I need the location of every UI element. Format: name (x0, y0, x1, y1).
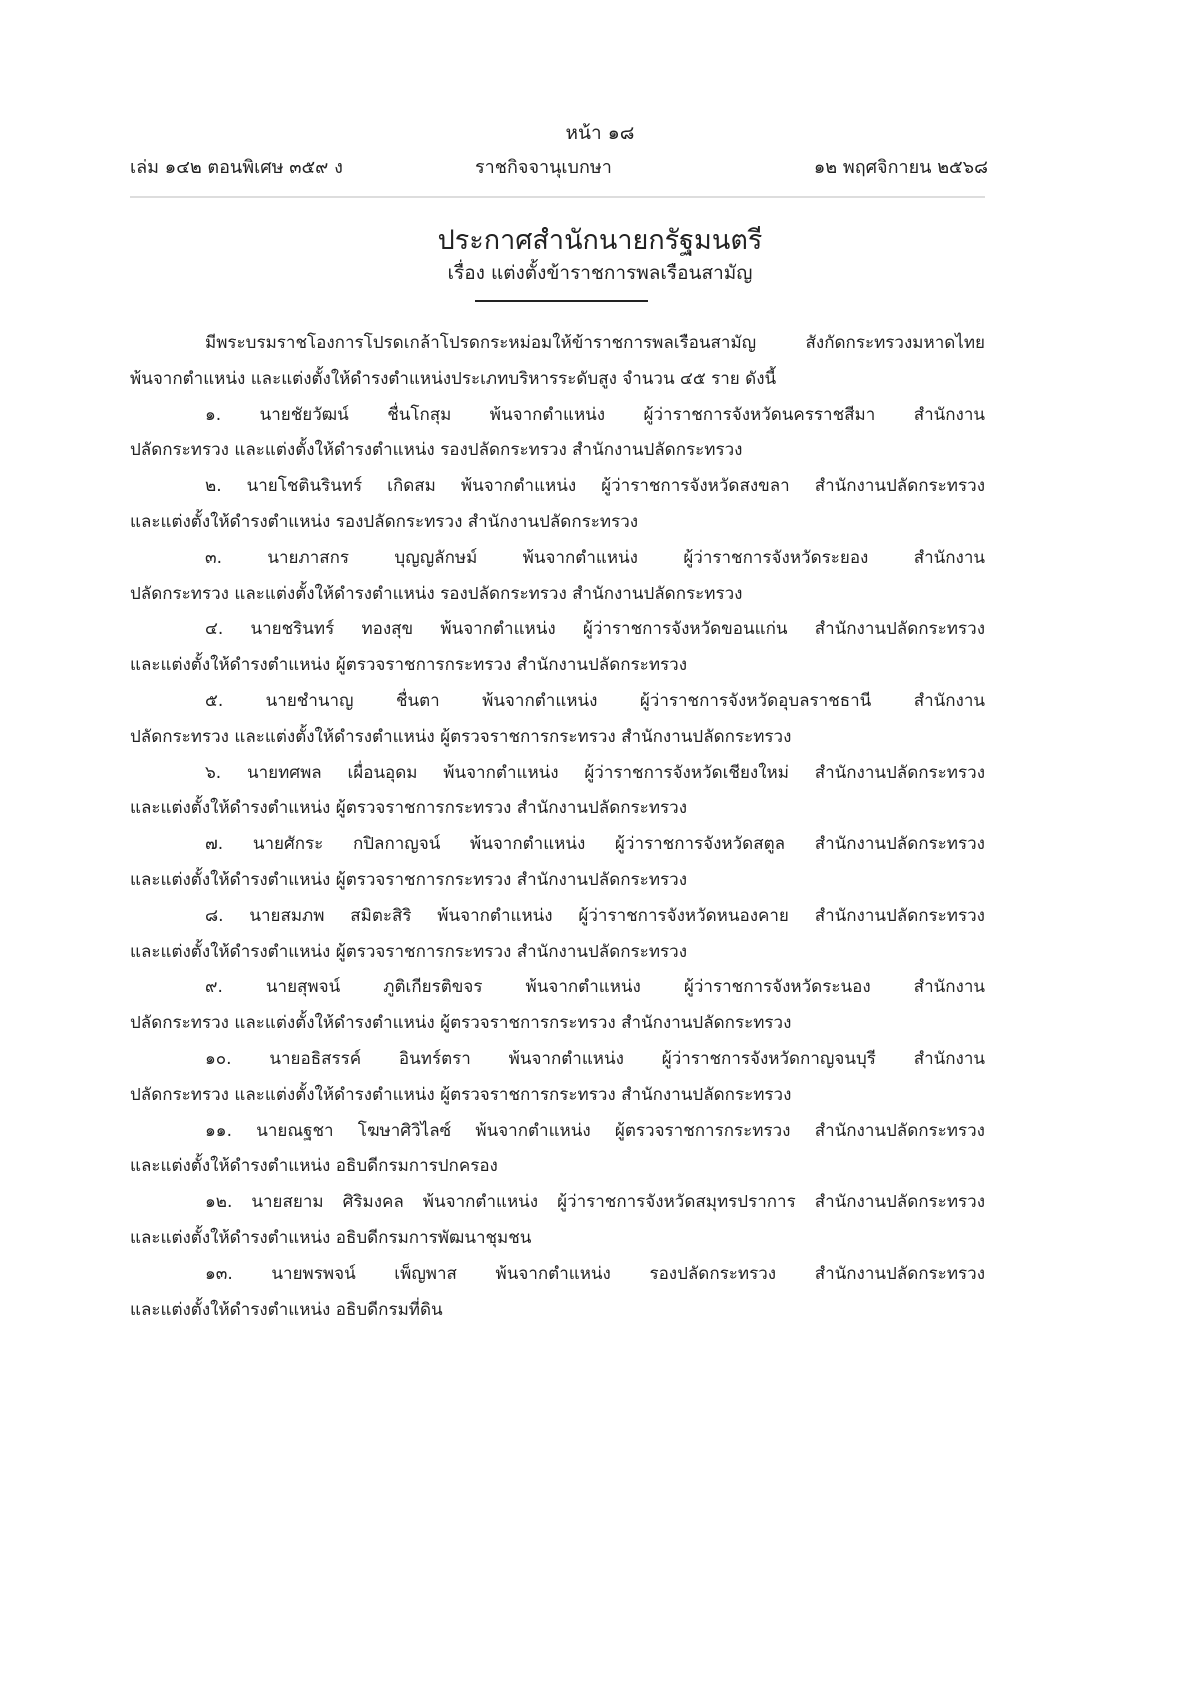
appointment-item-continuation: และแต่งตั้งให้ดำรงตำแหน่ง อธิบดีกรมที่ดิน (130, 1299, 443, 1320)
appointment-item-line: ๑๐. นายอธิสรรค์ อินทร์ตรา พ้นจากตำแหน่ง ผู้ว่าราชการจังหวัดกาญจนบุรี สำนักงาน (205, 1048, 985, 1069)
appointment-item-line: ๑๑. นายณฐชา โฆษาศิวิไลซ์ พ้นจากตำแหน่ง ผู้ตรวจราชการกระทรวง สำนักงานปลัดกระทรวง (205, 1120, 985, 1141)
appointment-item-line: ๘. นายสมภพ สมิตะสิริ พ้นจากตำแหน่ง ผู้ว่าราชการจังหวัดหนองคาย สำนักงานปลัดกระทรวง (205, 905, 985, 926)
intro-line: มีพระบรมราชโองการโปรดเกล้าโปรดกระหม่อมให้ข้าราชการพลเรือนสามัญ สังกัดกระทรวงมหาดไทย (205, 333, 985, 353)
appointment-item-line: ๑๓. นายพรพจน์ เพ็ญพาส พ้นจากตำแหน่ง รองปลัดกระทรวง สำนักงานปลัดกระทรวง (205, 1263, 985, 1284)
appointment-item-line: ๑๒. นายสยาม ศิริมงคล พ้นจากตำแหน่ง ผู้ว่าราชการจังหวัดสมุทรปราการ สำนักงานปลัดกระทรวง (205, 1192, 985, 1213)
appointment-item-continuation: และแต่งตั้งให้ดำรงตำแหน่ง ผู้ตรวจราชการกระทรวง สำนักงานปลัดกระทรวง (130, 655, 687, 676)
title-divider (475, 300, 648, 302)
intro-line: พ้นจากตำแหน่ง และแต่งตั้งให้ดำรงตำแหน่งประเภทบริหารระดับสูง จำนวน ๔๕ ราย ดังนี้ (130, 368, 777, 389)
page-number: หน้า ๑๘ (565, 122, 635, 144)
appointment-item-continuation: และแต่งตั้งให้ดำรงตำแหน่ง ผู้ตรวจราชการกระทรวง สำนักงานปลัดกระทรวง (130, 869, 687, 890)
announcement-subject: เรื่อง แต่งตั้งข้าราชการพลเรือนสามัญ (447, 262, 753, 284)
appointment-item-line: ๖. นายทศพล เผื่อนอุดม พ้นจากตำแหน่ง ผู้ว่าราชการจังหวัดเชียงใหม่ สำนักงานปลัดกระทรวง (205, 762, 985, 783)
appointment-item-continuation: ปลัดกระทรวง และแต่งตั้งให้ดำรงตำแหน่ง ผู้ตรวจราชการกระทรวง สำนักงานปลัดกระทรวง (130, 1084, 792, 1105)
appointment-item-continuation: และแต่งตั้งให้ดำรงตำแหน่ง อธิบดีกรมการปกครอง (130, 1156, 498, 1177)
gazette-name: ราชกิจจานุเบกษา (475, 157, 612, 178)
announcement-body (130, 326, 985, 1328)
appointment-item-line: ๔. นายชรินทร์ ทองสุข พ้นจากตำแหน่ง ผู้ว่าราชการจังหวัดขอนแก่น สำนักงานปลัดกระทรวง (205, 619, 985, 640)
appointment-item-continuation: และแต่งตั้งให้ดำรงตำแหน่ง รองปลัดกระทรวง สำนักงานปลัดกระทรวง (130, 511, 639, 532)
appointment-item-line: ๑. นายชัยวัฒน์ ชื่นโกสุม พ้นจากตำแหน่ง ผู้ว่าราชการจังหวัดนครราชสีมา สำนักงาน (205, 404, 985, 425)
appointment-item-line: ๕. นายชำนาญ ชื่นตา พ้นจากตำแหน่ง ผู้ว่าราชการจังหวัดอุบลราชธานี สำนักงาน (205, 690, 985, 711)
appointment-item-continuation: ปลัดกระทรวง และแต่งตั้งให้ดำรงตำแหน่ง ผู้ตรวจราชการกระทรวง สำนักงานปลัดกระทรวง (130, 1013, 792, 1034)
appointment-item-continuation: ปลัดกระทรวง และแต่งตั้งให้ดำรงตำแหน่ง รองปลัดกระทรวง สำนักงานปลัดกระทรวง (130, 583, 743, 604)
appointment-item-continuation: และแต่งตั้งให้ดำรงตำแหน่ง ผู้ตรวจราชการกระทรวง สำนักงานปลัดกระทรวง (130, 941, 687, 962)
announcement-title: ประกาศสำนักนายกรัฐมนตรี (437, 225, 763, 256)
appointment-item-continuation: ปลัดกระทรวง และแต่งตั้งให้ดำรงตำแหน่ง ผู้ตรวจราชการกระทรวง สำนักงานปลัดกระทรวง (130, 726, 792, 747)
appointment-item-continuation: ปลัดกระทรวง และแต่งตั้งให้ดำรงตำแหน่ง รองปลัดกระทรวง สำนักงานปลัดกระทรวง (130, 440, 743, 461)
header-rule (130, 196, 985, 198)
appointment-item-line: ๗. นายศักระ กปิลกาญจน์ พ้นจากตำแหน่ง ผู้ว่าราชการจังหวัดสตูล สำนักงานปลัดกระทรวง (205, 834, 985, 855)
gazette-date: ๑๒ พฤศจิกายน ๒๕๖๘ (813, 157, 988, 178)
appointment-item-continuation: และแต่งตั้งให้ดำรงตำแหน่ง อธิบดีกรมการพัฒนาชุมชน (130, 1227, 532, 1248)
appointment-item-continuation: และแต่งตั้งให้ดำรงตำแหน่ง ผู้ตรวจราชการกระทรวง สำนักงานปลัดกระทรวง (130, 798, 687, 819)
appointment-item-line: ๙. นายสุพจน์ ภูติเกียรติขจร พ้นจากตำแหน่ง ผู้ว่าราชการจังหวัดระนอง สำนักงาน (205, 977, 985, 998)
appointment-item-line: ๓. นายภาสกร บุญญลักษม์ พ้นจากตำแหน่ง ผู้ว่าราชการจังหวัดระยอง สำนักงาน (205, 547, 985, 568)
appointment-item-line: ๒. นายโชตินรินทร์ เกิดสม พ้นจากตำแหน่ง ผู้ว่าราชการจังหวัดสงขลา สำนักงานปลัดกระทรวง (205, 476, 985, 497)
gazette-volume: เล่ม ๑๔๒ ตอนพิเศษ ๓๕๙ ง (130, 157, 343, 178)
